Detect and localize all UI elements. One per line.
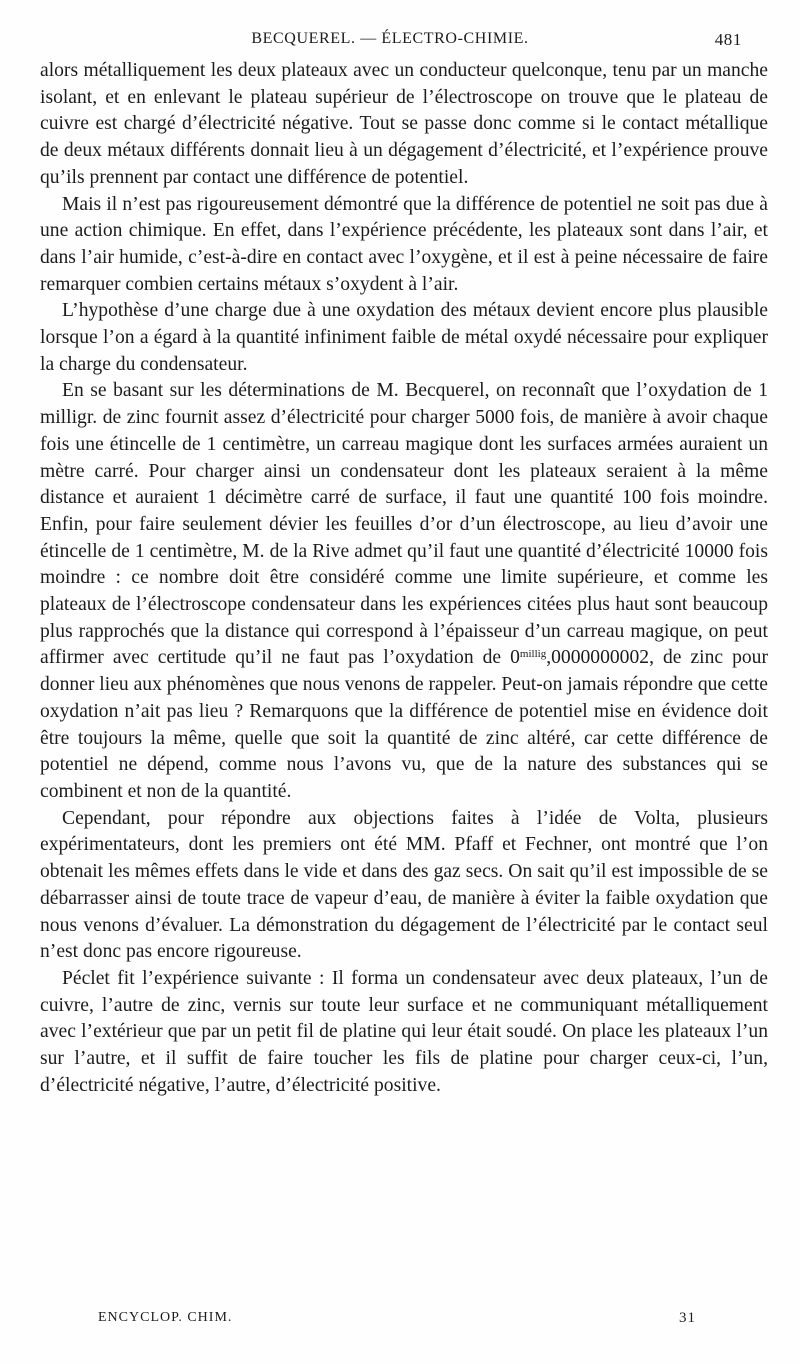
paragraph-2: Mais il n’est pas rigoureusement démontré que la différence de potentiel ne soit pas due à une action chimique. En effet, dans l’expérience précédente, les plateaux sont dans l’air, et dans l’air humide, c’est-à-dire en contact avec l’oxygène, et il est à peine nécessaire de faire remarquer combien certains métaux s’oxydent à l’air. xyxy=(40,193,768,295)
page-header xyxy=(38,30,742,54)
body-text xyxy=(40,58,768,1099)
paragraph-4 xyxy=(40,378,768,805)
paragraph-5: Cependant, pour répondre aux objections faites à l’idée de Volta, plusieurs expérimentateurs, dont les premiers ont été MM. Pfaff et Fechner, ont montré que l’on obtenait les mêmes effets dans le vide et dans des gaz secs. On sait qu’il est impossible de se débarrasser ainsi de toute trace de vapeur d’eau, de manière à éviter la faible oxydation que nous venons d’évaluer. La démonstration du dégagement de l’électricité par le contact seul n’est donc pas encore rigoureuse. xyxy=(40,807,768,963)
milligram-superscript: millig xyxy=(519,648,547,661)
page-footer xyxy=(98,1310,696,1334)
page-number: 481 xyxy=(714,30,742,49)
paragraph-4-part-1: En se basant sur les déterminations de M. Becquerel, on reconnaît que l’oxydation de 1 milligr. de zinc fournit assez d’électricité pour charger 5000 fois, de manière à avoir chaque fois une étincelle de 1 centimètre, un carreau magique dont les surfaces armées auraient un mètre carré. Pour charger ainsi un condensateur dont les plateaux seraient à la même distance et auraient 1 décimètre carré de surface, il faut une quantité 100 fois moindre. Enfin, pour faire seulement dévier les feuilles d’or d’un électroscope, au lieu d’avoir une étincelle de 1 centimètre, M. de la Rive admet qu’il faut une quantité d’électricité 10000 fois moindre : ce nombre doit être considéré comme une limite supérieure, et comme les plateaux de l’électroscope condensateur dans les expériences citées plus haut sont beaucoup plus rapprochés que la distance qui correspond à l’épaisseur d’un carreau magique, on peut affirmer avec certitude qu’il ne faut pas l’oxydation de 0 xyxy=(40,380,768,669)
running-title: BECQUEREL. — ÉLECTRO-CHIMIE. xyxy=(251,30,529,47)
paragraph-4-part-2: ,0000000002, de zinc pour donner lieu aux phénomènes que nous venons de rappeler. Peut-on jamais répondre que cette oxydation n’ait pas lieu ? Remarquons que la différence de potentiel mise en évidence doit être toujours la même, quelle que soit la quantité de zinc altéré, car cette différence de potentiel ne dépend, comme nous l’avons vu, que de la nature des substances qui se combinent et non de la quantité. xyxy=(40,647,769,802)
paragraph-6: Péclet fit l’expérience suivante : Il forma un condensateur avec deux plateaux, l’un de cuivre, l’autre de zinc, vernis sur toute leur surface et ne communiquant métalliquement avec l’extérieur que par un petit fil de platine qui leur était soudé. On place les plateaux l’un sur l’autre, et il suffit de faire toucher les fils de platine pour charger ceux-ci, l’un, d’électricité négative, l’autre, d’électricité positive. xyxy=(40,967,768,1096)
sheet-number: 31 xyxy=(679,1310,696,1326)
paragraph-1: alors métalliquement les deux plateaux avec un conducteur quelconque, tenu par un manche isolant, et en enlevant le plateau supérieur de l’électroscope on trouve que le plateau de cuivre est chargé d’électricité négative. Tout se passe donc comme si le contact métallique de deux métaux différents donnait lieu à un dégagement d’électricité, et l’expérience prouve qu’ils prennent par contact une différence de potentiel. xyxy=(40,60,768,188)
paragraph-3: L’hypothèse d’une charge due à une oxydation des métaux devient encore plus plausible lorsque l’on a égard à la quantité infiniment faible de métal oxydé nécessaire pour expliquer la charge du condensateur. xyxy=(40,300,768,375)
printer-signature: ENCYCLOP. CHIM. xyxy=(98,1310,233,1325)
